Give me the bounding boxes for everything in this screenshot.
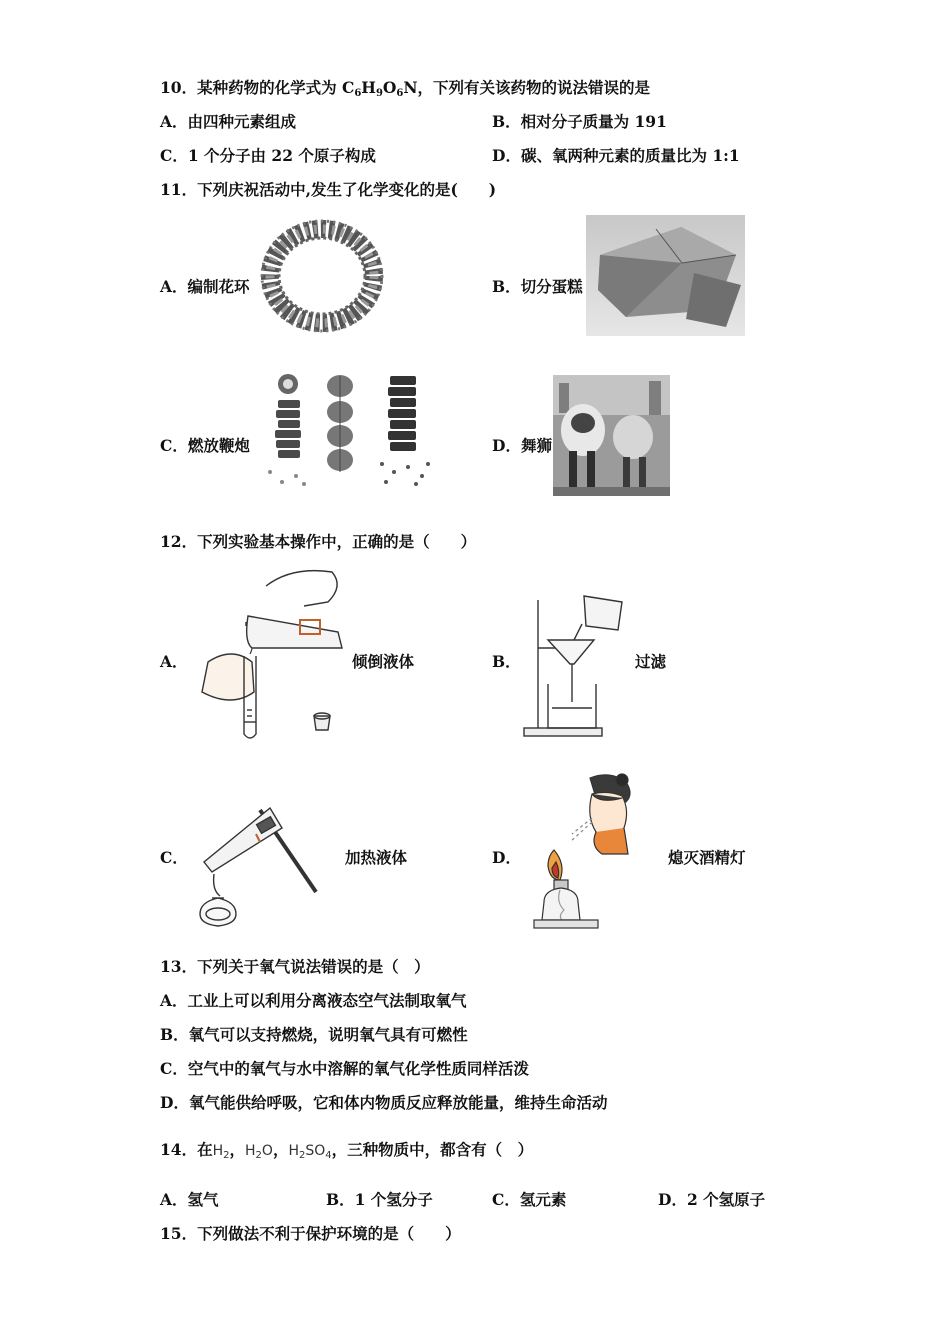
cake-image (586, 215, 745, 336)
q14-option-d: D．2 个氢原子 (658, 1190, 766, 1209)
pouring-liquid-diagram (192, 562, 350, 740)
q12-option-a-caption: 倾倒液体 (352, 652, 415, 671)
q12-stem: 12．下列实验基本操作中，正确的是（ ） (160, 532, 477, 551)
q13-option-c: C．空气中的氧气与水中溶解的氧气化学性质同样活泼 (160, 1059, 529, 1078)
q10-option-d: D．碳、氧两种元素的质量比为 1:1 (492, 146, 740, 165)
q14-option-b: B．1 个氢分子 (326, 1190, 433, 1209)
h2so4-formula: $H_2SO_4$ (288, 1143, 332, 1161)
q14-option-a: A．氢气 (160, 1190, 219, 1209)
q11-option-b: B．切分蛋糕 (492, 277, 583, 296)
q12-option-b-caption: 过滤 (635, 652, 667, 671)
q14-stem: 14．在$H_2$，$H_2O$，$H_2SO_4$，三种物质中，都含有（ ） (160, 1140, 534, 1161)
q10-option-c: C．1 个分子由 22 个原子构成 (160, 146, 376, 165)
firecrackers-image (258, 372, 440, 492)
flower-wreath-image (258, 217, 386, 335)
q10-option-b: B．相对分子质量为 191 (492, 112, 667, 131)
q12-option-c-caption: 加热液体 (345, 848, 408, 867)
q13-option-a: A．工业上可以利用分离液态空气法制取氧气 (160, 991, 467, 1010)
q12-option-d-caption: 熄灭酒精灯 (668, 848, 746, 867)
q12-option-d-letter: D． (492, 848, 521, 867)
q11-stem: 11．下列庆祝活动中,发生了化学变化的是( ) (160, 180, 497, 199)
q10-stem: 10．某种药物的化学式为 $C_6H_9O_6N$，下列有关该药物的说法错误的是 (160, 78, 651, 99)
q14-option-c: C．氢元素 (492, 1190, 567, 1209)
blowing-out-alcohol-lamp-diagram (530, 770, 640, 936)
q11-option-a: A．编制花环 (160, 277, 250, 296)
q13-option-b: B．氧气可以支持燃烧，说明氧气具有可燃性 (160, 1025, 468, 1044)
q12-option-c-letter: C． (160, 848, 188, 867)
lion-dance-image (553, 375, 670, 496)
filtration-diagram (522, 590, 634, 740)
q15-stem: 15．下列做法不利于保护环境的是（ ） (160, 1224, 461, 1243)
q12-option-b-letter: B． (492, 652, 521, 671)
q11-option-c: C．燃放鞭炮 (160, 436, 250, 455)
q12-option-a-letter: A． (160, 652, 188, 671)
heating-liquid-diagram (190, 800, 322, 934)
q13-stem: 13．下列关于氧气说法错误的是（ ） (160, 957, 430, 976)
q11-option-d: D．舞狮 (492, 436, 552, 455)
h2o-formula: $H_2O$ (245, 1143, 273, 1161)
q10-option-a: A．由四种元素组成 (160, 112, 297, 131)
h2-formula: $H_2$ (212, 1143, 230, 1161)
q13-option-d: D．氧气能供给呼吸，它和体内物质反应释放能量，维持生命活动 (160, 1093, 608, 1112)
